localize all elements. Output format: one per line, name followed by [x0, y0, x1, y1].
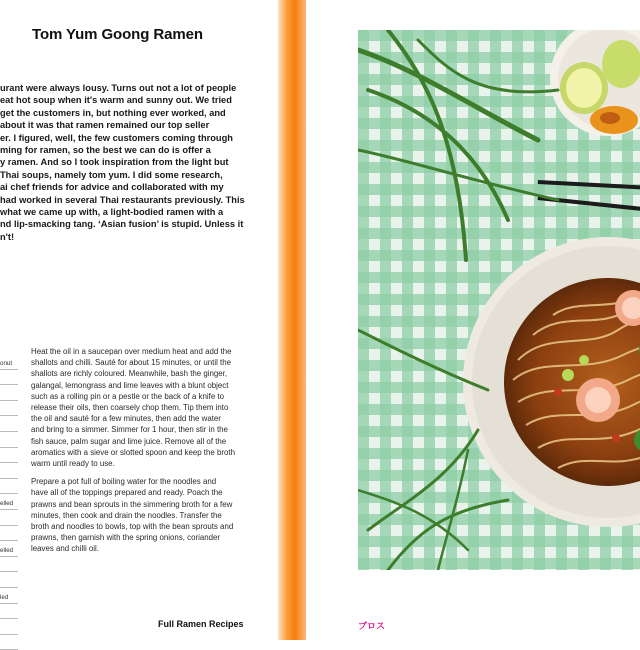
ingredient-row: elled: [0, 541, 18, 557]
ingredient-row: [0, 401, 18, 417]
intro-line: what we came up with, a light-bodied ramen with a: [0, 207, 224, 218]
method-line: Prepare a pot full of boiling water for the noodles and: [31, 477, 217, 487]
intro-line: about it was that ramen remained our top seller: [0, 120, 210, 131]
ingredient-row: [0, 448, 18, 464]
intro-line: eat hot soup when it's warm and sunny out. We tried: [0, 95, 232, 106]
method-text: [31, 346, 263, 562]
footer-japanese-label: ブロス: [358, 621, 386, 631]
intro-line: n't!: [0, 231, 15, 242]
page-gutter: [278, 0, 306, 640]
intro-text: [0, 82, 260, 243]
ingredient-row: onut: [0, 354, 18, 370]
method-line: and bring to a simmer. Simmer for 1 hour, then stir in the: [31, 425, 228, 435]
recipe-title: Tom Yum Goong Ramen: [32, 26, 203, 43]
method-line: shallots are richly coloured. Meanwhile, bash the ginger,: [31, 369, 228, 379]
ingredient-row: led: [0, 588, 18, 604]
method-line: broth and noodles to bowls, top with the bean sprouts and: [31, 522, 234, 532]
ingredient-row: [0, 432, 18, 448]
method-line: have all of the toppings prepared and ready. Poach the: [31, 488, 223, 498]
ingredient-row: [0, 557, 18, 573]
intro-line: get the customers in, but nothing ever worked, and: [0, 107, 226, 118]
ingredient-row: [0, 572, 18, 588]
intro-line: y ramen. And so I took inspiration from the light but: [0, 157, 229, 168]
method-line: leaves and chilli oil.: [31, 544, 99, 554]
ingredient-row: elled: [0, 494, 18, 510]
method-line: shallots and chilli. Sauté for about 15 minutes, or until the: [31, 358, 232, 368]
ingredient-row: [0, 416, 18, 432]
intro-line: nd lip-smacking tang. ‘Asian fusion’ is stupid. Unless it: [0, 219, 244, 230]
ingredient-row: [0, 604, 18, 620]
ingredient-row: [0, 635, 18, 650]
method-paragraph: [31, 476, 263, 554]
left-page: [0, 0, 278, 640]
ingredient-row: [0, 526, 18, 542]
intro-line: urant were always lousy. Turns out not a lot of people: [0, 83, 237, 93]
method-line: such as a rolling pin or a pestle or the back of a knife to: [31, 391, 224, 401]
right-page: [306, 0, 640, 640]
footer-section-title: Full Ramen Recipes: [158, 619, 244, 629]
ingredient-row: [0, 479, 18, 495]
intro-line: ming for ramen, so the best we can do is offer a: [0, 145, 211, 156]
method-line: galangal, lemongrass and lime leaves with a blunt object: [31, 380, 229, 390]
ingredient-row: [0, 370, 18, 386]
ramen-photo: [358, 30, 640, 570]
ingredient-row: [0, 510, 18, 526]
intro-line: er. I figured, well, the few customers coming through: [0, 132, 233, 143]
method-line: release their oils, then coarsely chop them. Tip them into: [31, 403, 229, 413]
method-line: prawns and bean sprouts in the simmering broth for a few: [31, 499, 233, 509]
intro-line: had worked in several Thai restaurants previously. This: [0, 194, 245, 205]
method-line: warm until ready to use.: [31, 459, 115, 469]
ingredient-row: [0, 619, 18, 635]
method-line: aromatics with a sieve or slotted spoon and keep the broth: [31, 447, 235, 457]
method-paragraph: [31, 346, 263, 469]
ingredient-row: [0, 385, 18, 401]
method-line: Heat the oil in a saucepan over medium heat and add the: [31, 347, 232, 356]
intro-line: Thai soups, namely tom yum. I did some research,: [0, 169, 223, 180]
method-line: prawns, then garnish with the spring onions, coriander: [31, 533, 221, 543]
method-line: minutes, then cook and drain the noodles. Transfer the: [31, 510, 222, 520]
intro-line: ai chef friends for advice and collaborated with my: [0, 182, 224, 193]
method-line: the oil and sauté for a few minutes, then add the water: [31, 414, 221, 424]
method-line: fish sauce, palm sugar and lime juice. Remove all of the: [31, 436, 227, 446]
ingredient-list: [0, 354, 18, 650]
ingredient-row: [0, 463, 18, 479]
